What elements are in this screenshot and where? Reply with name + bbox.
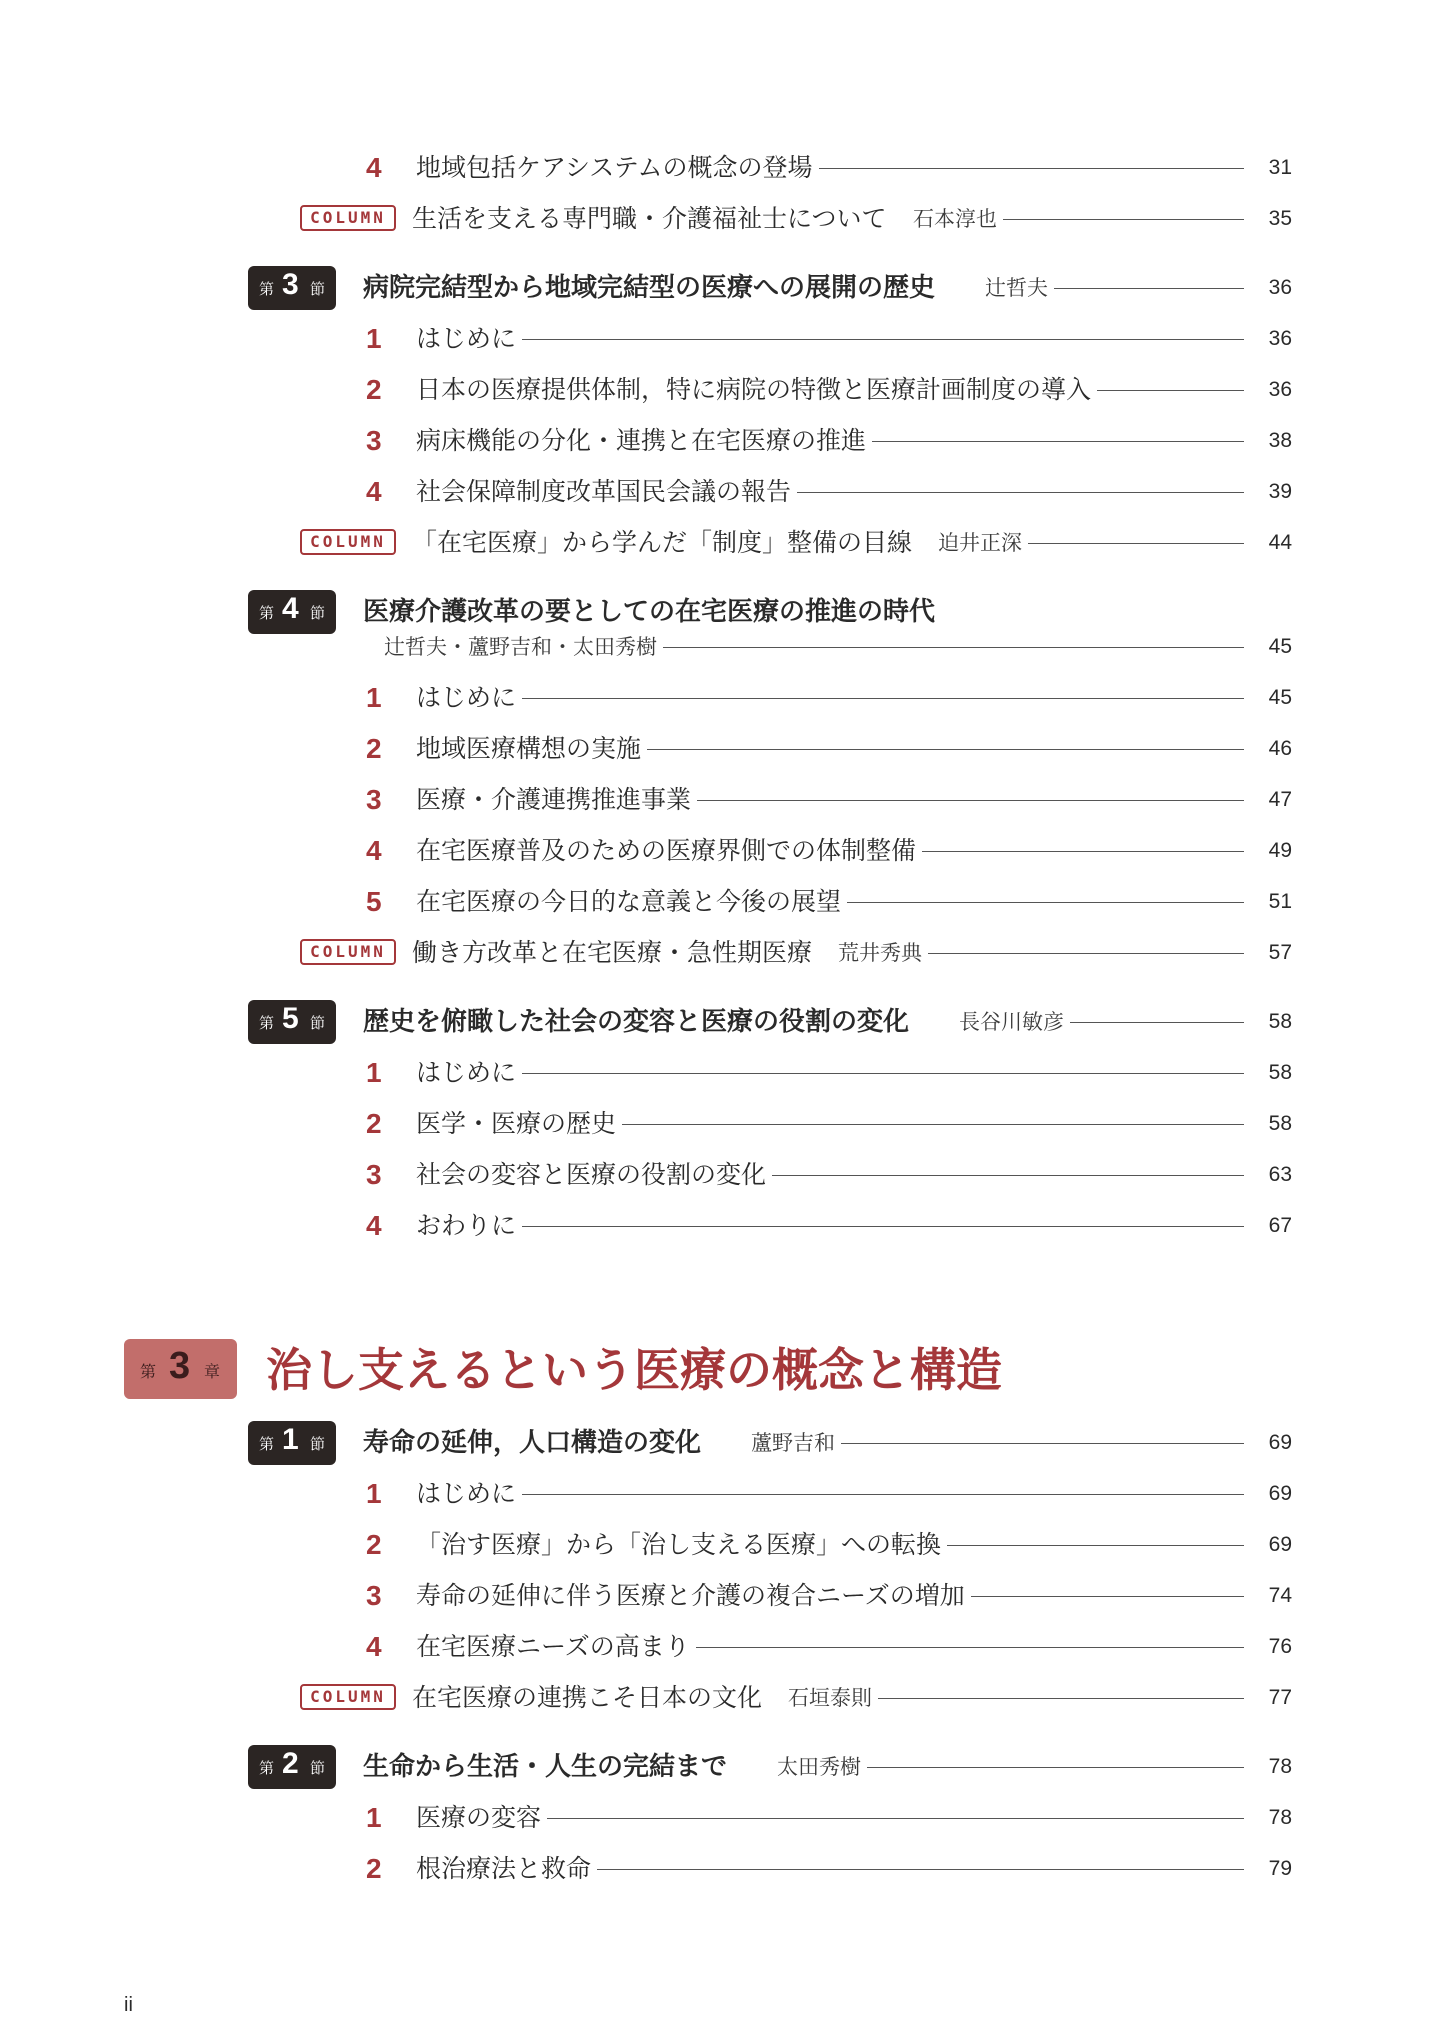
- toc-column-row[interactable]: [0, 523, 1434, 563]
- section-badge: [248, 266, 336, 310]
- subsection-title: 医療・介護連携推進事業: [416, 785, 692, 814]
- subsection-title: はじめに: [416, 1479, 517, 1508]
- column-badge: COLUMN: [300, 205, 396, 231]
- toc-subsection-row[interactable]: [0, 1576, 1434, 1616]
- toc-subsection-row[interactable]: [0, 1525, 1434, 1565]
- page-number: 46: [1268, 737, 1292, 760]
- subsection-title: 在宅医療普及のための医療界側での体制整備: [416, 836, 917, 865]
- column-badge: COLUMN: [300, 529, 396, 555]
- toc-subsection-row[interactable]: [0, 780, 1434, 820]
- page-number: 36: [1268, 378, 1292, 401]
- page-number: 69: [1268, 1431, 1292, 1454]
- toc-subsection-row[interactable]: [0, 831, 1434, 871]
- toc-column-row[interactable]: [0, 933, 1434, 973]
- chapter-suffix: 章: [204, 1362, 221, 1381]
- section-authors: 辻哲夫・蘆野吉和・太田秀樹: [384, 635, 657, 659]
- section-prefix: 第: [259, 1014, 275, 1032]
- section-badge: [248, 1421, 336, 1465]
- toc-column-row[interactable]: [0, 1678, 1434, 1718]
- toc-subsection-row[interactable]: [0, 1053, 1434, 1093]
- page-number: 39: [1268, 480, 1292, 503]
- subsection-title: 医学・医療の歴史: [416, 1109, 617, 1138]
- leader-line: [696, 1647, 1244, 1648]
- toc-subsection-row[interactable]: [0, 882, 1434, 922]
- subsection-title: 医療の変容: [416, 1803, 542, 1832]
- subsection-number: 3: [366, 425, 382, 456]
- page-number: 47: [1268, 788, 1292, 811]
- page-number: 79: [1268, 1857, 1292, 1880]
- section-suffix: 節: [310, 1759, 326, 1777]
- section-number: 2: [282, 1747, 299, 1780]
- section-suffix: 節: [310, 280, 326, 298]
- column-badge: COLUMN: [300, 1684, 396, 1710]
- subsection-title: 社会保障制度改革国民会議の報告: [416, 477, 792, 506]
- section-number: 5: [282, 1002, 299, 1035]
- subsection-number: 4: [366, 152, 382, 183]
- section-prefix: 第: [259, 604, 275, 622]
- page-number: 35: [1268, 207, 1292, 230]
- page-number: 69: [1268, 1533, 1292, 1556]
- column-author: 石本淳也: [913, 207, 997, 231]
- leader-line: [522, 1226, 1244, 1227]
- subsection-number: 1: [366, 1478, 382, 1509]
- subsection-number: 2: [366, 1853, 382, 1884]
- subsection-number: 2: [366, 1108, 382, 1139]
- subsection-title: 地域医療構想の実施: [416, 734, 642, 763]
- subsection-number: 3: [366, 1159, 382, 1190]
- section-title: 歴史を俯瞰した社会の変容と医療の役割の変化: [363, 1007, 910, 1037]
- leader-line: [1070, 1022, 1244, 1023]
- toc-author-row[interactable]: [0, 627, 1434, 667]
- section-author: 長谷川敏彦: [959, 1010, 1064, 1034]
- subsection-title: はじめに: [416, 683, 517, 712]
- section-number: 3: [282, 268, 299, 301]
- subsection-number: 1: [366, 1802, 382, 1833]
- subsection-title: 日本の医療提供体制，特に病院の特徴と医療計画制度の導入: [416, 375, 1092, 404]
- leader-line: [1028, 543, 1244, 544]
- toc-subsection-row[interactable]: [0, 1798, 1434, 1838]
- column-title: 「在宅医療」から学んだ「制度」整備の目線: [412, 528, 913, 557]
- section-badge: [248, 1745, 336, 1789]
- section-title: 医療介護改革の要としての在宅医療の推進の時代: [363, 597, 936, 627]
- column-title: 生活を支える専門職・介護福祉士について: [412, 204, 887, 233]
- toc-subsection-row[interactable]: [0, 370, 1434, 410]
- page-number: 63: [1268, 1163, 1292, 1186]
- column-badge: COLUMN: [300, 939, 396, 965]
- subsection-title: 寿命の延伸に伴う医療と介護の複合ニーズの増加: [416, 1581, 965, 1610]
- leader-line: [522, 698, 1244, 699]
- page-number: 69: [1268, 1482, 1292, 1505]
- toc-subsection-row[interactable]: [0, 729, 1434, 769]
- page-number: 57: [1268, 941, 1292, 964]
- section-suffix: 節: [310, 1435, 326, 1453]
- subsection-number: 1: [366, 323, 382, 354]
- leader-line: [872, 441, 1244, 442]
- subsection-number: 4: [366, 1631, 382, 1662]
- leader-line: [922, 851, 1244, 852]
- subsection-number: 4: [366, 476, 382, 507]
- leader-line: [597, 1869, 1244, 1870]
- leader-line: [622, 1124, 1244, 1125]
- section-number: 4: [282, 592, 299, 625]
- subsection-number: 1: [366, 1057, 382, 1088]
- leader-line: [522, 1494, 1244, 1495]
- subsection-number: 4: [366, 1210, 382, 1241]
- chapter-title: 治し支えるという医療の概念と構造: [266, 1343, 1002, 1397]
- subsection-number: 5: [366, 886, 382, 917]
- page-number: 49: [1268, 839, 1292, 862]
- subsection-number: 2: [366, 1529, 382, 1560]
- subsection-number: 1: [366, 682, 382, 713]
- section-badge: [248, 1000, 336, 1044]
- subsection-title: はじめに: [416, 1058, 517, 1087]
- section-title: 生命から生活・人生の完結まで: [363, 1752, 728, 1782]
- section-title: 病院完結型から地域完結型の医療への展開の歴史: [363, 273, 936, 303]
- leader-line: [1003, 219, 1244, 220]
- leader-line: [1097, 390, 1244, 391]
- chapter-prefix: 第: [140, 1362, 157, 1381]
- section-author: 辻哲夫: [985, 276, 1048, 300]
- section-prefix: 第: [259, 1759, 275, 1777]
- subsection-number: 3: [366, 1580, 382, 1611]
- leader-line: [522, 1073, 1244, 1074]
- page-number: 45: [1268, 635, 1292, 658]
- leader-line: [847, 902, 1244, 903]
- section-author: 蘆野吉和: [751, 1431, 835, 1455]
- subsection-title: 在宅医療の今日的な意義と今後の展望: [416, 887, 842, 916]
- page-number: 58: [1268, 1112, 1292, 1135]
- toc-subsection-row[interactable]: [0, 1474, 1434, 1514]
- page-number: 45: [1268, 686, 1292, 709]
- page-number: 44: [1268, 531, 1292, 554]
- subsection-title: 病床機能の分化・連携と在宅医療の推進: [416, 426, 867, 455]
- leader-line: [947, 1545, 1244, 1546]
- section-prefix: 第: [259, 280, 275, 298]
- subsection-number: 2: [366, 374, 382, 405]
- subsection-title: 地域包括ケアシステムの概念の登場: [416, 153, 813, 182]
- toc-subsection-row[interactable]: [0, 319, 1434, 359]
- leader-line: [797, 492, 1244, 493]
- toc-section-row[interactable]: [0, 268, 1434, 308]
- toc-subsection-row[interactable]: [0, 1104, 1434, 1144]
- page-number: 58: [1268, 1061, 1292, 1084]
- chapter-number: 3: [169, 1345, 191, 1387]
- leader-line: [841, 1443, 1244, 1444]
- subsection-title: 在宅医療ニーズの高まり: [416, 1632, 690, 1661]
- subsection-title: 社会の変容と医療の役割の変化: [416, 1160, 767, 1189]
- toc-section-row[interactable]: [0, 1423, 1434, 1463]
- page-number: 58: [1268, 1010, 1292, 1033]
- toc-subsection-row[interactable]: [0, 678, 1434, 718]
- chapter-badge: [124, 1339, 237, 1399]
- page-number: 36: [1268, 276, 1292, 299]
- subsection-title: はじめに: [416, 324, 517, 353]
- toc-column-row[interactable]: [0, 199, 1434, 239]
- subsection-number: 3: [366, 784, 382, 815]
- page-number: 67: [1268, 1214, 1292, 1237]
- page-number: 38: [1268, 429, 1292, 452]
- section-suffix: 節: [310, 1014, 326, 1032]
- toc-subsection-row[interactable]: [0, 1849, 1434, 1889]
- page-number: 31: [1268, 156, 1292, 179]
- leader-line: [867, 1767, 1244, 1768]
- leader-line: [971, 1596, 1244, 1597]
- leader-line: [878, 1698, 1244, 1699]
- toc-subsection-row[interactable]: [0, 421, 1434, 461]
- page-number: 74: [1268, 1584, 1292, 1607]
- toc-subsection-row[interactable]: [0, 148, 1434, 188]
- leader-line: [928, 953, 1244, 954]
- toc-section-row[interactable]: [0, 1747, 1434, 1787]
- page-number: 76: [1268, 1635, 1292, 1658]
- section-title: 寿命の延伸，人口構造の変化: [363, 1428, 702, 1458]
- leader-line: [772, 1175, 1244, 1176]
- page-folio: ii: [124, 1994, 133, 2016]
- page-number: 78: [1268, 1806, 1292, 1829]
- section-prefix: 第: [259, 1435, 275, 1453]
- leader-line: [647, 749, 1244, 750]
- toc-subsection-row[interactable]: [0, 1155, 1434, 1195]
- column-author: 荒井秀典: [838, 941, 922, 965]
- toc-section-row[interactable]: [0, 592, 1434, 632]
- page-number: 78: [1268, 1755, 1292, 1778]
- leader-line: [663, 647, 1244, 648]
- subsection-number: 2: [366, 733, 382, 764]
- section-author: 太田秀樹: [777, 1755, 861, 1779]
- column-author: 迫井正深: [938, 531, 1022, 555]
- subsection-title: 「治す医療」から「治し支える医療」への転換: [416, 1530, 942, 1559]
- column-title: 在宅医療の連携こそ日本の文化: [412, 1683, 763, 1712]
- leader-line: [697, 800, 1244, 801]
- page-number: 51: [1268, 890, 1292, 913]
- section-suffix: 節: [310, 604, 326, 622]
- page-number: 77: [1268, 1686, 1292, 1709]
- leader-line: [522, 339, 1244, 340]
- leader-line: [1054, 288, 1244, 289]
- section-number: 1: [282, 1423, 299, 1456]
- page-number: 36: [1268, 327, 1292, 350]
- column-author: 石垣泰則: [788, 1686, 872, 1710]
- subsection-title: 根治療法と救命: [416, 1854, 592, 1883]
- leader-line: [819, 168, 1244, 169]
- subsection-title: おわりに: [416, 1211, 517, 1240]
- toc-subsection-row[interactable]: [0, 472, 1434, 512]
- column-title: 働き方改革と在宅医療・急性期医療: [412, 938, 813, 967]
- subsection-number: 4: [366, 835, 382, 866]
- toc-subsection-row[interactable]: [0, 1206, 1434, 1246]
- toc-subsection-row[interactable]: [0, 1627, 1434, 1667]
- toc-section-row[interactable]: [0, 1002, 1434, 1042]
- leader-line: [547, 1818, 1244, 1819]
